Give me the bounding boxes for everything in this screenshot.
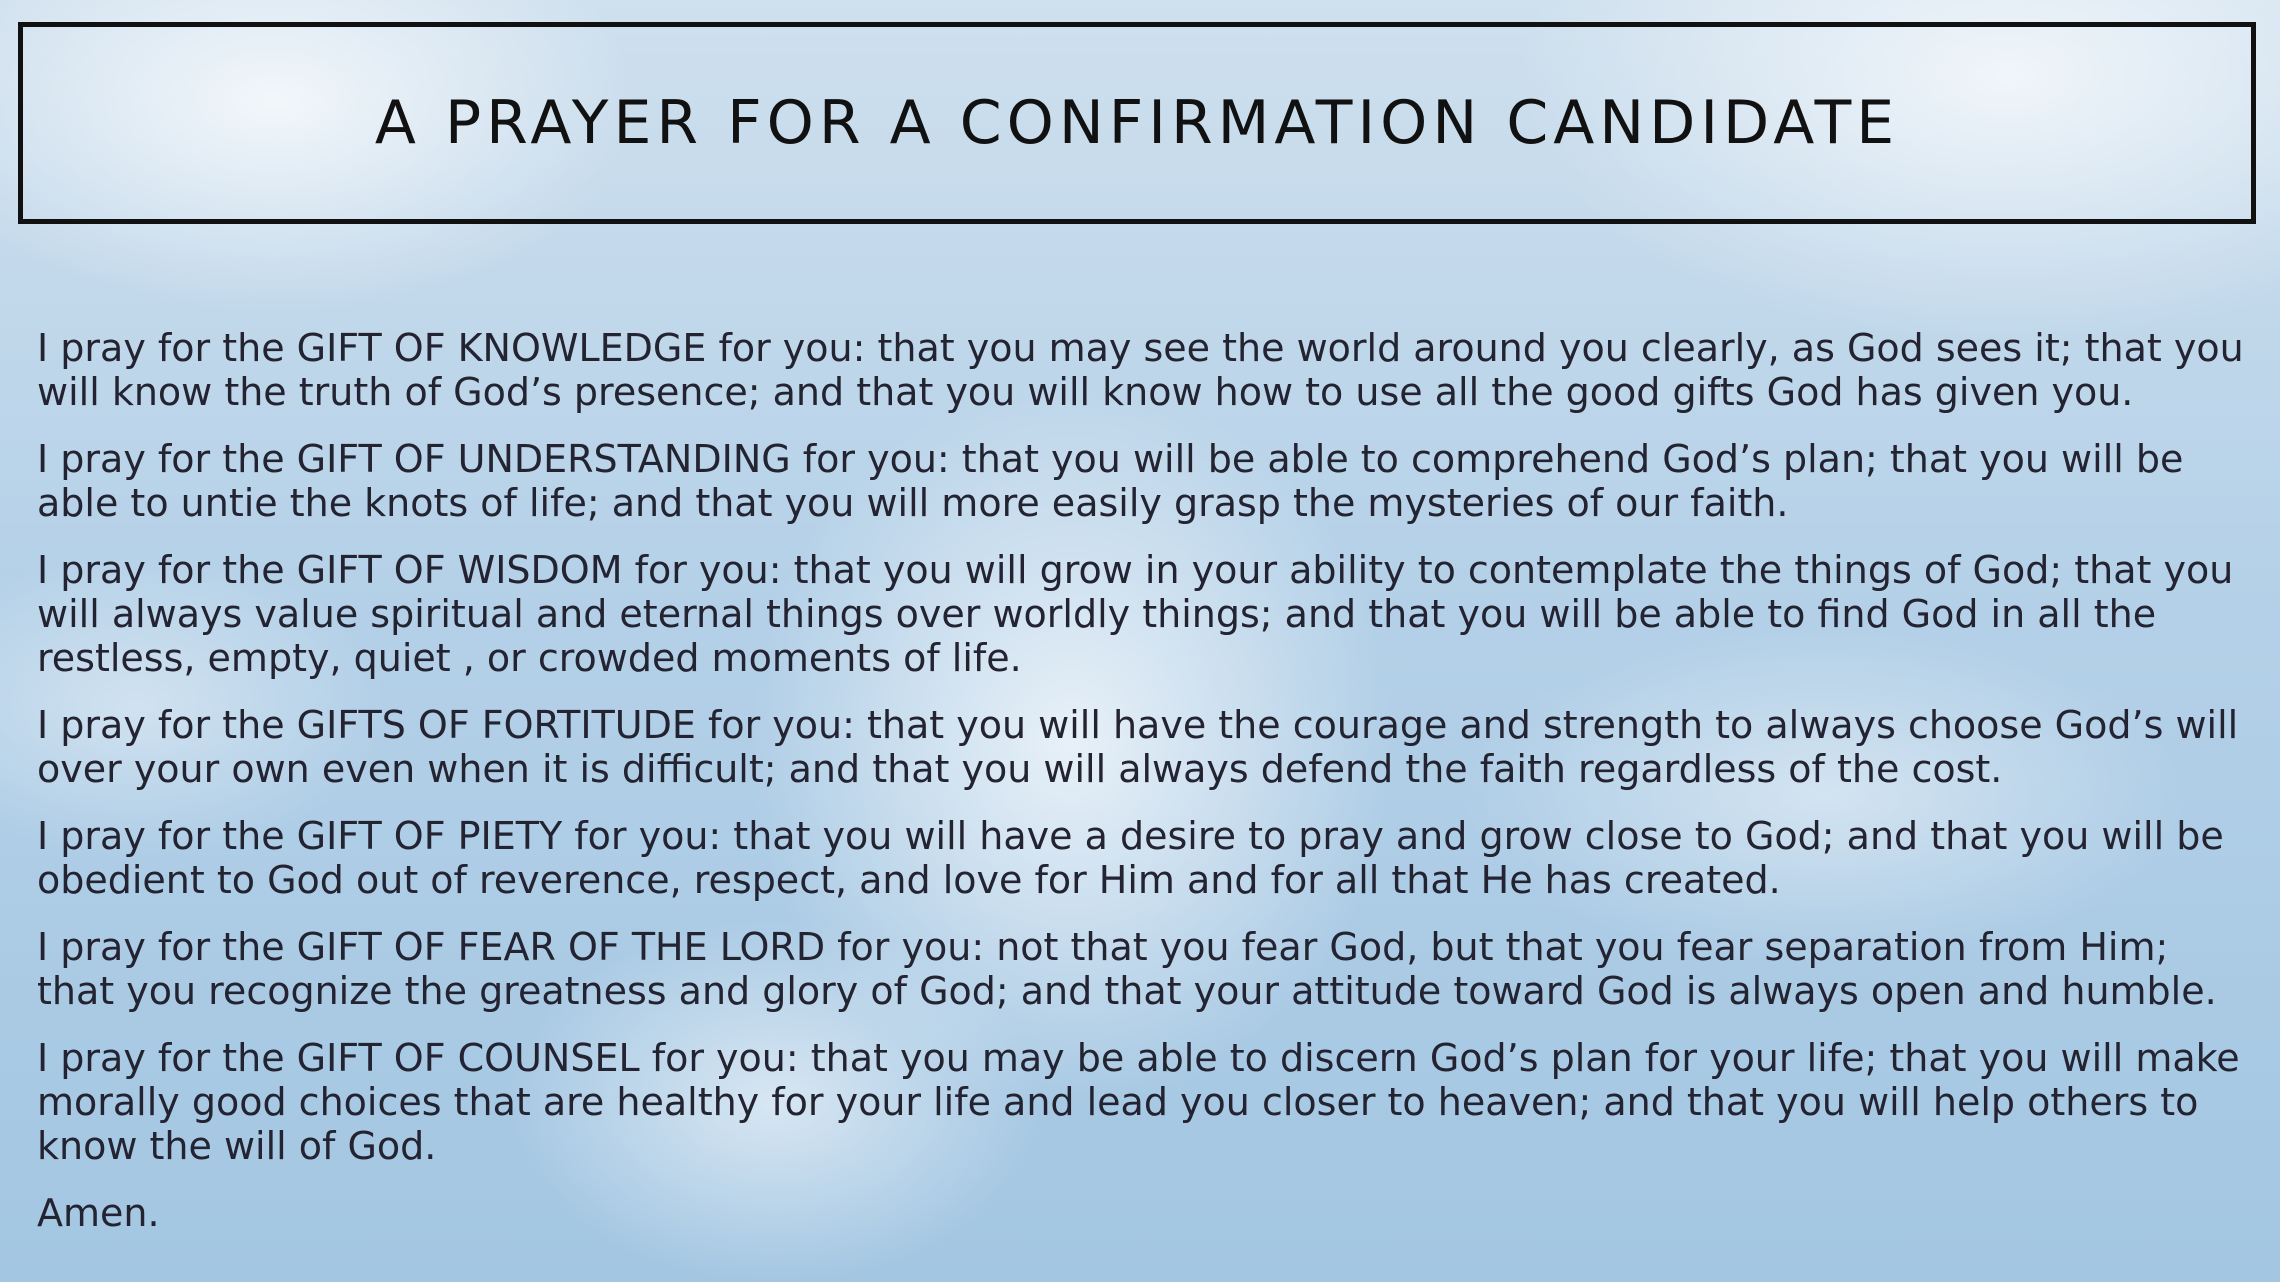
prayer-wisdom-paragraph: I pray for the GIFT OF WISDOM for you: that you will grow in your ability to contemplate the things of God; that you will always value spiritual and eternal things over worldly things; and that you will be able to find God in all the restless, empty, quiet , or crowded moments of life. (37, 548, 2234, 680)
prayer-understanding-paragraph: I pray for the GIFT OF UNDERSTANDING for you: that you will be able to comprehend God’s plan; that you will be able to untie the knots of life; and that you will more easily grasp the mysteries of our faith. (37, 437, 2184, 525)
prayer-body (37, 326, 2247, 1258)
prayer-piety-paragraph: I pray for the GIFT OF PIETY for you: that you will have a desire to pray and grow close to God; and that you will be obedient to God out of reverence, respect, and love for Him and for all that He has created. (37, 814, 2224, 902)
prayer-fortitude-paragraph: I pray for the GIFTS OF FORTITUDE for you: that you will have the courage and strength to always choose God’s will over your own even when it is difficult; and that you will always defend the faith regardless of the cost. (37, 703, 2239, 791)
prayer-counsel-paragraph: I pray for the GIFT OF COUNSEL for you: that you may be able to discern God’s plan for your life; that you will make morally good choices that are healthy for your life and lead you closer to heaven; and that you will help others to know the will of God. (37, 1036, 2240, 1168)
title-box (18, 22, 2256, 224)
page-title: A PRAYER FOR A CONFIRMATION CANDIDATE (374, 88, 1900, 158)
amen-line: Amen. (37, 1191, 160, 1235)
prayer-knowledge-paragraph: I pray for the GIFT OF KNOWLEDGE for you: that you may see the world around you clearly, as God sees it; that you will know the truth of God’s presence; and that you will know how to use all the good gifts God has given you. (37, 326, 2244, 414)
prayer-fear-of-the-lord-paragraph: I pray for the GIFT OF FEAR OF THE LORD for you: not that you fear God, but that you fear separation from Him; that you recognize the greatness and glory of God; and that your attitude toward God is always open and humble. (37, 925, 2217, 1013)
